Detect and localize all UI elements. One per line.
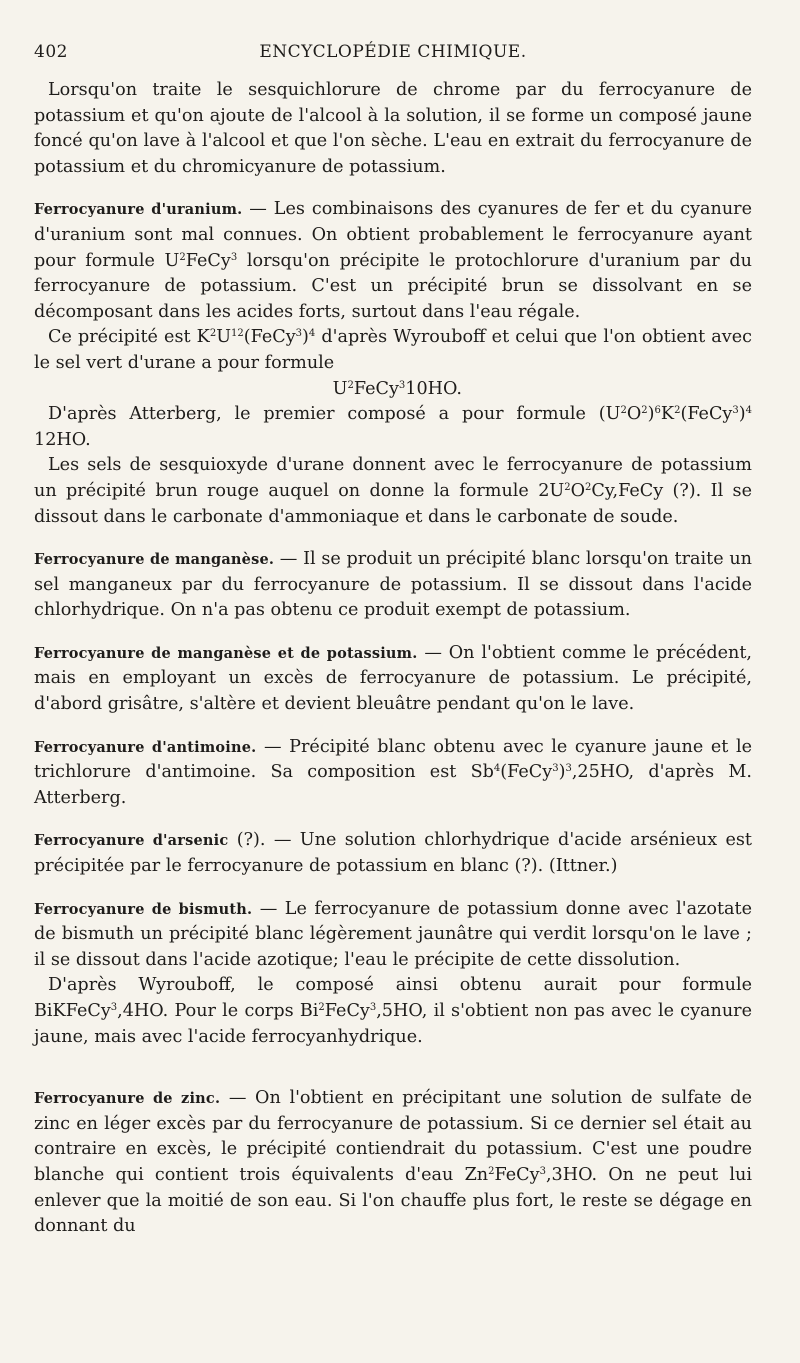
section-text: — On l'obtient en précipitant une solution de sulfate de zinc en léger excès par du ferrocyanure de potassium. Si ce dernier sel était au contraire en excès, le précipité contiendrait du potassium. C'est une poudre blanche qui contient trois équivalents d'eau Zn$^2$FeCy$^3$,3HO. On ne peut lui enlever que la moitié de son eau. Si l'on chauffe plus fort, le reste se dégage en donnant du [34, 1088, 752, 1237]
section-text: — Le ferrocyanure de potassium donne avec l'azotate de bismuth un précipité blanc légèrement jaunâtre qui verdit lorsqu'on le lave ; il se dissout dans l'acide azotique; l'eau le précipite de cette dissolution. [34, 898, 752, 970]
section-heading: Ferrocyanure de bismuth. [34, 900, 253, 918]
section-text: (?). — Une solution chlorhydrique d'acide arsénieux est précipitée par le ferrocyanure de potassium en blanc (?). (Ittner.) [34, 830, 752, 877]
section-text: — Il se produit un précipité blanc lorsqu'on traite un sel manganeux par du ferrocyanure de potassium. Il se dissout dans l'acide chlorhydrique. On n'a pas obtenu ce produit exempt de potassium. [34, 549, 752, 621]
body-paragraph: Lorsqu'on traite le sesquichlorure de chrome par du ferrocyanure de potassium et qu'on ajoute de l'alcool à la solution, il se forme un composé jaune foncé qu'on lave à l'alcool et que l'on sèche. L'eau en extrait du ferrocyanure de potassium et du chromicyanure de potassium. [34, 80, 752, 177]
section-paragraph [34, 1086, 752, 1240]
section-heading: Ferrocyanure d'arsenic [34, 832, 229, 850]
section-paragraph [34, 197, 752, 325]
section-paragraph [34, 735, 752, 812]
running-title: ENCYCLOPÉDIE CHIMIQUE. [259, 42, 527, 62]
body-paragraph: D'après Atterberg, le premier composé a pour formule $(U^2O^2)^6K^2(FeCy^3)^4$ 12HO. [34, 404, 752, 450]
running-header [34, 42, 752, 72]
section-heading: Ferrocyanure de manganèse et de potassium. [34, 644, 418, 662]
body-paragraph: Les sels de sesquioxyde d'urane donnent avec le ferrocyanure de potassium un précipité brun rouge auquel on donne la formule $2U^2O^2Cy,FeCy$ (?). Il se dissout dans le carbonate d'ammoniaque et dans le carbonate de soude. [34, 455, 752, 527]
section-heading: Ferrocyanure de zinc. [34, 1090, 221, 1108]
section-text: — Les combinaisons des cyanures de fer et du cyanure d'uranium sont mal connues. On obtient probablement le ferrocyanure ayant pour formule $U^2FeCy^3$ lorsqu'on précipite le protochlorure d'uranium par du ferrocyanure de potassium. C'est un précipité brun se dissolvant en se décomposant dans les acides forts, surtout dans l'eau régale. [34, 199, 752, 322]
page-number: 402 [34, 42, 68, 62]
section-paragraph [34, 897, 752, 974]
section-heading: Ferrocyanure d'uranium. [34, 201, 243, 219]
section-paragraph [34, 547, 752, 624]
section-paragraph [34, 641, 752, 718]
section-text: — On l'obtient comme le précédent, mais en employant un excès de ferrocyanure de potassium. Le précipité, d'abord grisâtre, s'altère et devient bleuâtre pendant qu'on le lave. [34, 642, 752, 715]
section-text: — Précipité blanc obtenu avec le cyanure jaune et le trichlorure d'antimoine. Sa composition est Sb$^4$(FeCy$^3$)$^3$,25HO, d'après M. Atterberg. [34, 736, 752, 808]
section-heading: Ferrocyanure d'antimoine. [34, 738, 257, 756]
section-heading: Ferrocyanure de manganèse. [34, 551, 275, 569]
body-paragraph: D'après Wyrouboff, le composé ainsi obtenu aurait pour formule BiKFeCy$^3$,4HO. Pour le corps Bi$^2$FeCy$^3$,5HO, il s'obtient non pas avec le cyanure jaune, mais avec l'acide ferrocyanhydrique. [34, 975, 753, 1047]
page-body [34, 78, 752, 1240]
formula-line: $U^2FeCy^310HO$. [332, 378, 462, 399]
section-paragraph [34, 828, 752, 879]
body-paragraph: Ce précipité est $K^2U^{12}(FeCy^3)^4$ d'après Wyrouboff et celui que l'on obtient avec le sel vert d'urane a pour formule [34, 327, 752, 373]
